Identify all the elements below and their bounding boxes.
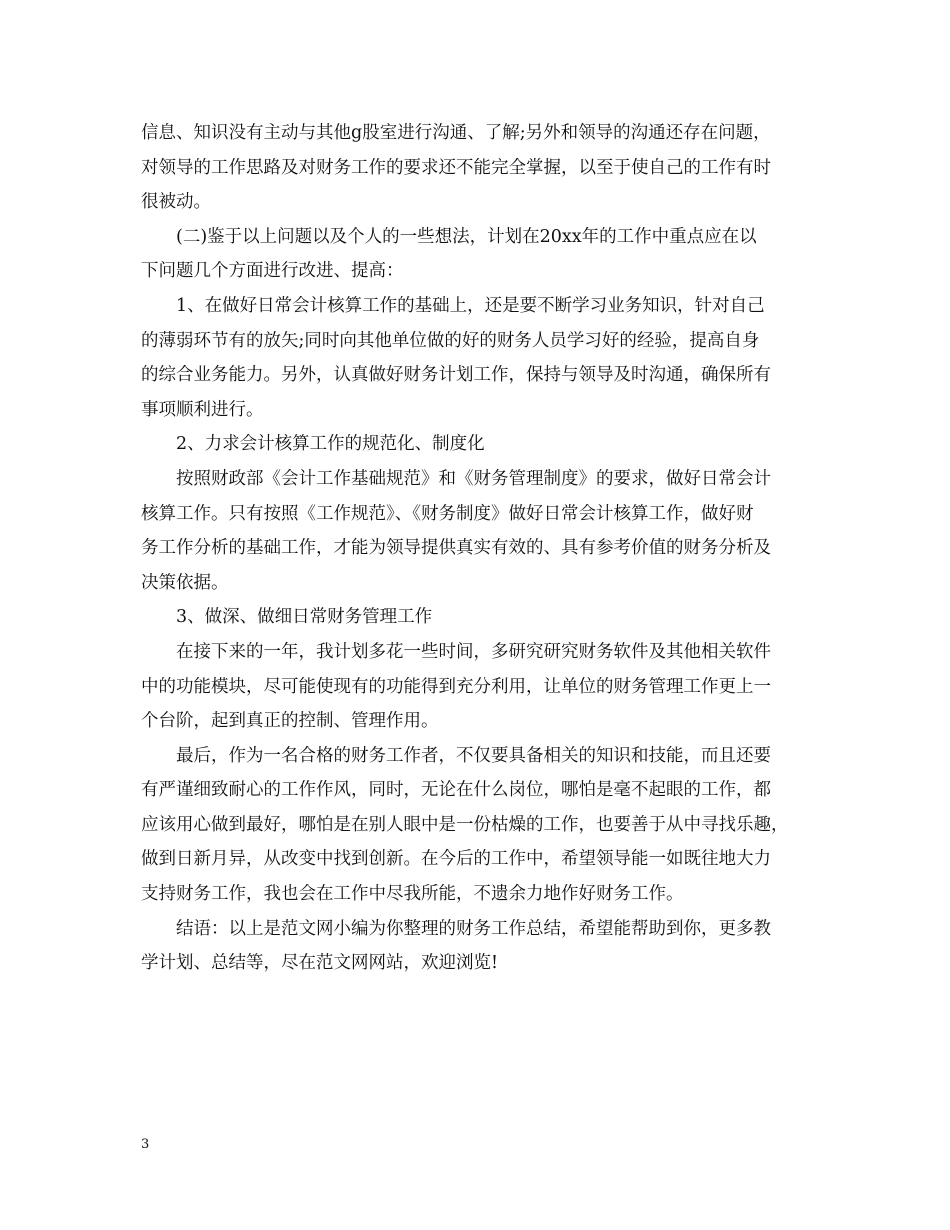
paragraph-start-line: 最后，作为一名合格的财务工作者，不仅要具备相关的知识和技能，而且还要 xyxy=(176,745,771,766)
paragraph-start-line: 按照财政部《会计工作基础规范》和《财务管理制度》的要求，做好日常会计 xyxy=(176,468,771,489)
text-line: 事项顺利进行。 xyxy=(141,399,264,420)
text-line: 的综合业务能力。另外，认真做好财务计划工作，保持与领导及时沟通，确保所有 xyxy=(141,365,771,386)
text-line: 学计划、总结等，尽在范文网网站，欢迎浏览! xyxy=(141,953,499,974)
text-line: 务工作分析的基础工作，才能为领导提供真实有效的、具有参考价值的财务分析及 xyxy=(141,538,771,559)
text-line: 中的功能模块，尽可能使现有的功能得到充分利用，让单位的财务管理工作更上一 xyxy=(141,676,771,697)
text-line: 个台阶，起到真正的控制、管理作用。 xyxy=(141,711,439,732)
section-heading: 3、做深、做细日常财务管理工作 xyxy=(176,607,433,628)
text-line: 决策依据。 xyxy=(141,572,229,593)
text-line: 信息、知识没有主动与其他g股室进行沟通、了解;另外和领导的沟通还存在问题， xyxy=(141,123,771,143)
text-line: 支持财务工作，我也会在工作中尽我所能，不遗余力地作好财务工作。 xyxy=(141,884,684,905)
paragraph-start-line: (二)鉴于以上问题以及个人的一些想法，计划在20xx年的工作中重点应在以 xyxy=(176,226,757,247)
text-line: 做到日新月异，从改变中找到创新。在今后的工作中，希望领导能一如既往地大力 xyxy=(141,849,771,870)
paragraph-start-line: 结语：以上是范文网小编为你整理的财务工作总结，希望能帮助到你，更多教 xyxy=(176,918,771,939)
paragraph-start-line: 1、在做好日常会计核算工作的基础上，还是要不断学习业务知识，针对自己 xyxy=(176,295,765,316)
text-line: 应该用心做到最好，哪怕是在别人眼中是一份枯燥的工作，也要善于从中寻找乐趣， xyxy=(141,814,789,835)
paragraph-start-line: 在接下来的一年，我计划多花一些时间，多研究研究财务软件及其他相关软件 xyxy=(176,641,771,662)
text-line: 的薄弱环节有的放矢;同时向其他单位做的好的财务人员学习好的经验，提高自身 xyxy=(141,330,760,351)
text-line: 有严谨细致耐心的工作作风，同时，无论在什么岗位，哪怕是毫不起眼的工作，都 xyxy=(141,780,771,801)
section-heading: 2、力求会计核算工作的规范化、制度化 xyxy=(176,434,485,455)
text-line: 核算工作。只有按照《工作规范》、《财务制度》做好日常会计核算工作，做好财 xyxy=(141,503,754,524)
document-body xyxy=(141,116,841,981)
page-number: 3 xyxy=(141,1137,150,1152)
text-line: 很被动。 xyxy=(141,192,211,213)
text-line: 下问题几个方面进行改进、提高： xyxy=(141,261,404,282)
text-line: 对领导的工作思路及对财务工作的要求还不能完全掌握，以至于使自己的工作有时 xyxy=(141,157,771,178)
